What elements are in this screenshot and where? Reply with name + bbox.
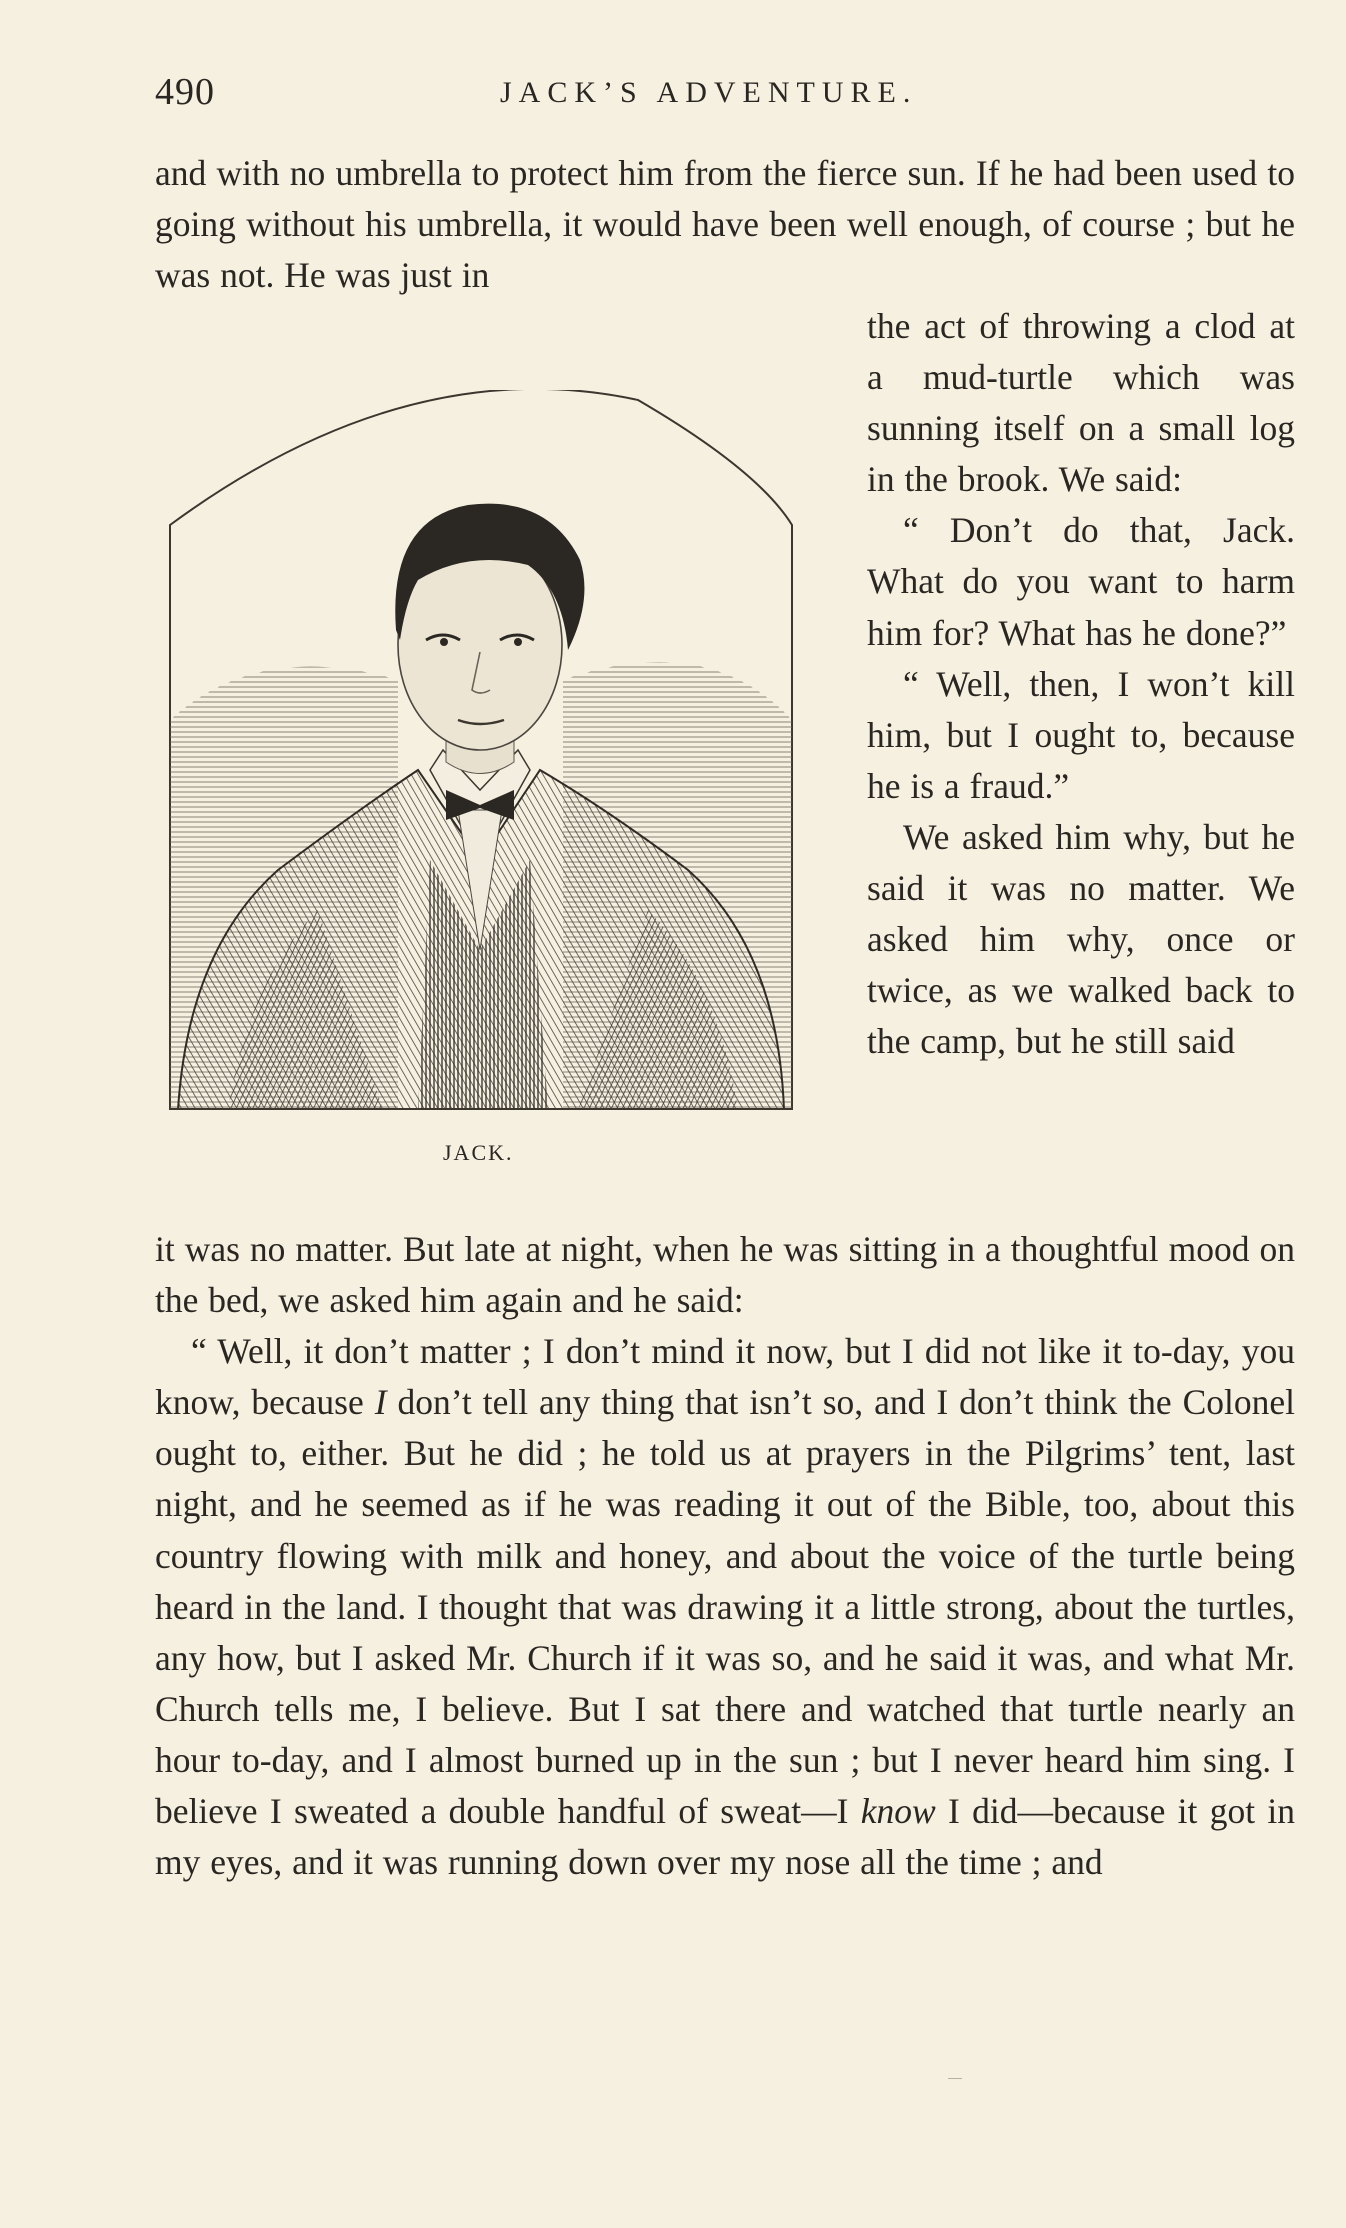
page-number: 490 — [155, 71, 215, 113]
running-title: JACK’S ADVENTURE. — [500, 76, 918, 109]
paragraph: “ Well, then, I won’t kill him, but I ought to, because he is a fraud.” — [867, 663, 1295, 806]
paragraph: We asked him why, but he said it was no matter. We asked him why, once or twice, as we walked back to the camp, but he still said — [867, 816, 1295, 1062]
footer-mark — [948, 2078, 962, 2079]
paragraph: “ Don’t do that, Jack. What do you want to harm him for? What has he done?” — [867, 510, 1295, 653]
paragraph-dialogue — [155, 1326, 1295, 1888]
portrait-engraving-icon — [168, 390, 794, 1110]
text-block-top — [155, 148, 1295, 301]
paragraph: the act of throwing a clod at a mud-turtle which was sunning itself on a small log in the brook. We said: — [867, 306, 1295, 500]
paragraph-opening: and with no umbrella to protect him from the fierce sun. If he had been used to going without his umbrella, it would have been well enough, of course ; but he was not. He was just in — [155, 153, 1295, 296]
portrait-illustration — [168, 390, 794, 1110]
text-block-beside-figure — [867, 301, 1295, 1067]
text-span: I did—because it got in my eyes, and it was running down over my nose all the time ; and — [155, 1791, 1295, 1883]
figure-caption: JACK. — [443, 1140, 514, 1165]
paragraph: it was no matter. But late at night, when he was sitting in a thoughtful mood on the bed, we asked him again and he said: — [155, 1229, 1295, 1321]
text-span: don’t tell any thing that isn’t so, and I don’t think the Colonel ought to, either. But he did ; he told us at prayers in the Pilgrims’ tent, last night, and he seemed as if he was reading it out of the Bible, too, about this country flowing with milk and honey, and about the voice of the turtle being heard in the land. I thought that was drawing it a little strong, about the turtles, any how, but I asked Mr. Church if it was so, and he said it was, and what Mr. Church tells me, I believe. But I sat there and watched that turtle nearly an hour to-day, and I almost burned up in the sun ; but I never heard him sing. I believe I sweated a double handful of sweat—I — [155, 1382, 1295, 1832]
italic-span: know — [860, 1791, 936, 1832]
text-block-bottom — [155, 1224, 1295, 1888]
text-span: “ Well, it don’t matter ; I don’t mind it now, but I did not like it to-day, you know, because — [155, 1331, 1295, 1423]
italic-span: I — [374, 1382, 387, 1423]
page-header — [155, 70, 1295, 120]
